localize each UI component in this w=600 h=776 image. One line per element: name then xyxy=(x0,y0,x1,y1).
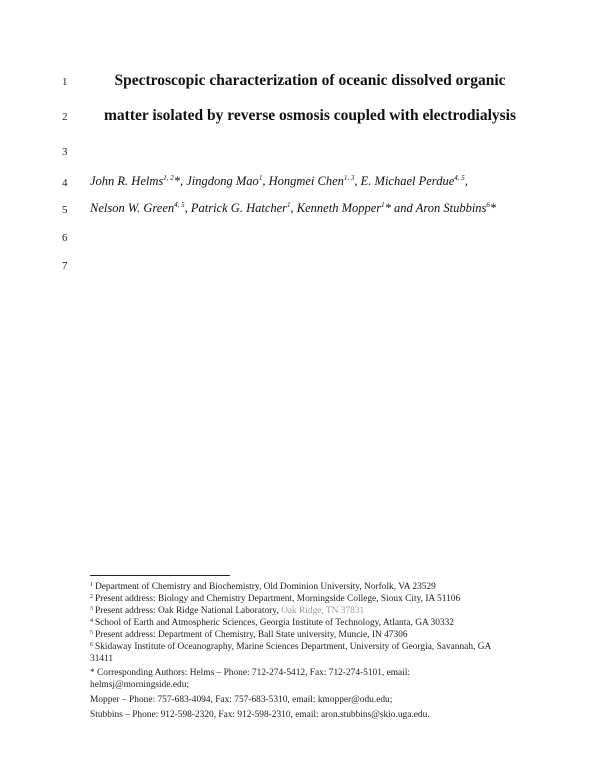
affiliation-mark: 1 xyxy=(287,201,291,209)
author-name: Hongmei Chen xyxy=(268,174,344,188)
author-name: E. Michael Perdue xyxy=(360,174,455,188)
author-separator: , xyxy=(354,174,361,188)
author-separator: , xyxy=(262,174,269,188)
line-number-6: 6 xyxy=(62,232,68,244)
footnote-text: Skidaway Institute of Oceanography, Marine Sciences Department, University of Georgia, Savannah, GA xyxy=(95,642,492,652)
affiliation-mark: 1, 2 xyxy=(163,174,174,182)
author-separator: * xyxy=(489,201,497,215)
footnote-2 xyxy=(90,594,460,604)
affiliation-mark: 1, 3 xyxy=(343,174,355,182)
affiliation-mark: 4, 5 xyxy=(454,174,465,182)
paper-title-line-1: Spectroscopic characterization of oceanic dissolved organic xyxy=(114,72,506,89)
line-number-1: 1 xyxy=(62,76,68,88)
line-number-5: 5 xyxy=(62,204,68,216)
footnote-text: School of Earth and Atmospheric Sciences, Georgia Institute of Technology, Atlanta, GA 30332 xyxy=(95,618,454,628)
footnote-text: Present address: Oak Ridge National Laboratory, xyxy=(95,606,282,616)
paper-title-line-2: matter isolated by reverse osmosis coupled with electrodialysis xyxy=(104,107,516,124)
footnote-3 xyxy=(90,606,364,616)
line-number-7: 7 xyxy=(62,260,68,272)
line-number-2: 2 xyxy=(62,111,68,123)
author-name: Jingdong Mao xyxy=(186,174,259,188)
footnote-mark: 5 xyxy=(90,630,93,636)
footnote-mark: 4 xyxy=(90,618,93,624)
footnote-text: Present address: Biology and Chemistry Department, Morningside College, Sioux City, IA 51106 xyxy=(95,594,461,604)
author-separator: , xyxy=(184,201,191,215)
affiliation-mark: 6 xyxy=(486,201,490,209)
footnote-separator xyxy=(90,575,230,576)
footnote-6-continued: 31411 xyxy=(90,654,114,664)
footnote-mark: 3 xyxy=(90,606,93,612)
author-line-2 xyxy=(90,201,496,216)
footnote-text: Department of Chemistry and Biochemistry, Old Dominion University, Norfolk, VA 23529 xyxy=(95,582,436,592)
affiliation-mark: 4, 5 xyxy=(174,201,185,209)
helms-email: helmsj@morningside.edu; xyxy=(90,680,189,690)
line-number-4: 4 xyxy=(62,177,68,189)
author-separator: *, xyxy=(173,174,187,188)
author-name: Aron Stubbins xyxy=(415,201,487,215)
author-separator: , xyxy=(464,174,468,188)
author-line-1 xyxy=(90,174,468,189)
footnote-mark: 2 xyxy=(90,594,93,600)
author-name: Nelson W. Green xyxy=(90,201,175,215)
stubbins-contact: Stubbins – Phone: 912-598-2320, Fax: 912-598-2310, email: aron.stubbins@skio.uga.edu. xyxy=(90,710,430,720)
corresponding-authors: * Corresponding Authors: Helms – Phone: 712-274-5412, Fax: 712-274-5101, email: xyxy=(90,668,411,678)
author-separator: * and xyxy=(384,201,416,215)
line-number-3: 3 xyxy=(62,146,68,158)
footnote-text: Present address: Department of Chemistry, Ball State university, Muncie, IN 47306 xyxy=(95,630,408,640)
footnote-5 xyxy=(90,630,408,640)
footnote-4 xyxy=(90,618,454,628)
footnote-6 xyxy=(90,642,491,652)
mopper-contact: Mopper – Phone: 757-683-4094, Fax: 757-683-5310, email: kmopper@odu.edu; xyxy=(90,695,393,705)
footnote-mark: 1 xyxy=(90,582,93,588)
footnote-text-faded: Oak Ridge, TN 37831 xyxy=(281,606,365,616)
author-name: John R. Helms xyxy=(90,174,164,188)
author-separator: , xyxy=(290,201,297,215)
footnote-1 xyxy=(90,582,436,592)
footnote-mark: 6 xyxy=(90,642,93,648)
author-name: Kenneth Mopper xyxy=(296,201,382,215)
affiliation-mark: 1 xyxy=(258,174,263,182)
affiliation-mark: 1 xyxy=(381,201,385,209)
author-name: Patrick G. Hatcher xyxy=(190,201,288,215)
